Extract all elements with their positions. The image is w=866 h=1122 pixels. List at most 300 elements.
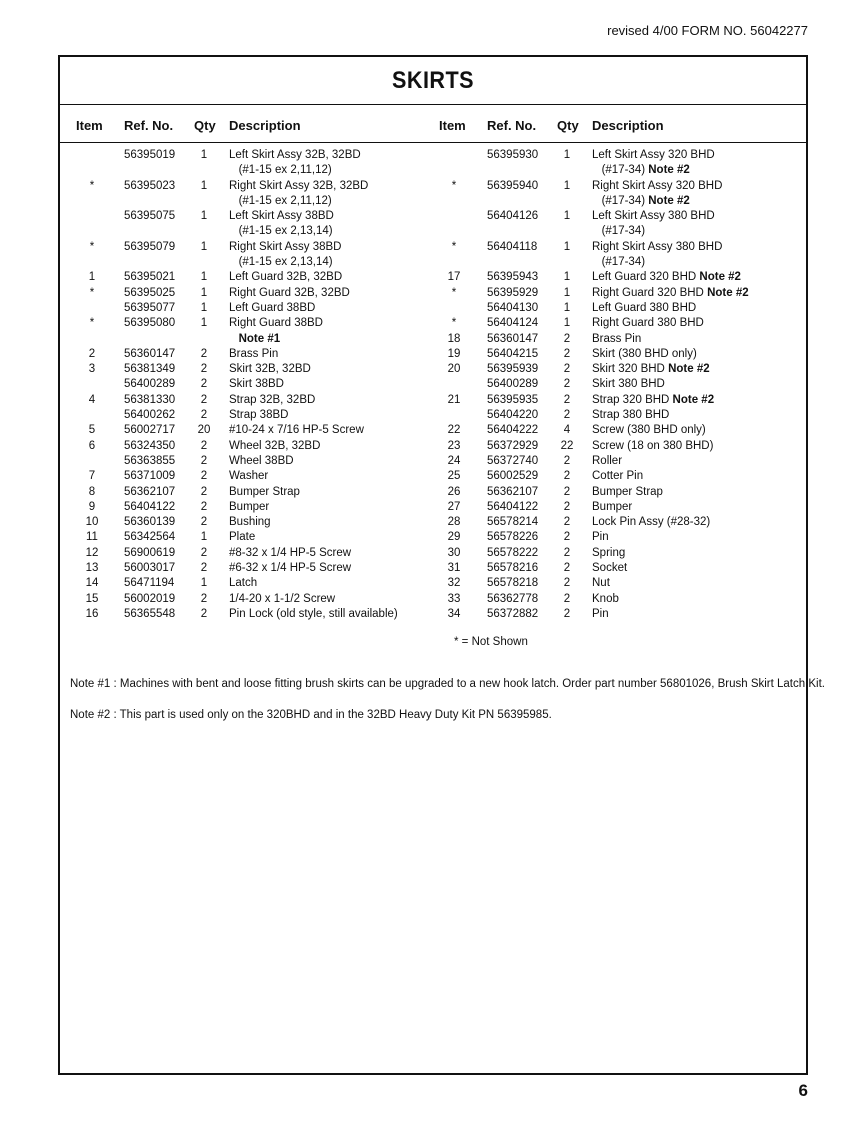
item-number: 8 (88, 485, 96, 498)
description (592, 500, 632, 515)
ref-number: 56404222 (487, 424, 539, 437)
description-text: Skirt 32B, 32BD (229, 363, 311, 376)
description-text: Bumper Strap (229, 485, 300, 498)
item-number: 25 (447, 470, 461, 483)
description (229, 561, 351, 576)
description-text: Spring (592, 546, 626, 559)
description-text: Bumper (229, 500, 270, 513)
description (229, 286, 350, 301)
table-row (424, 408, 804, 423)
quantity: 1 (200, 531, 208, 544)
description-text: (#17-34) (592, 256, 646, 269)
quantity: 2 (563, 409, 571, 422)
description-text: Left Skirt Assy 320 BHD (592, 149, 715, 161)
quantity: 2 (200, 562, 208, 575)
description (592, 530, 609, 545)
quantity: 2 (563, 577, 571, 590)
description (592, 224, 645, 239)
table-row (424, 592, 804, 607)
note-reference: Note #2 (707, 286, 749, 299)
description (592, 332, 641, 347)
ref-number: 56371009 (124, 470, 176, 483)
ref-number: 56002529 (487, 470, 539, 483)
description (592, 576, 610, 591)
description-text: (#17-34) (592, 164, 649, 177)
quantity: 1 (200, 240, 208, 253)
description-text: Strap 320 BHD (592, 393, 673, 406)
item-number: 21 (447, 393, 461, 406)
quantity: 2 (200, 363, 208, 376)
quantity: 2 (200, 378, 208, 391)
quantity: 2 (200, 607, 208, 620)
table-row (60, 408, 432, 423)
table-row (60, 286, 432, 301)
quantity: 2 (563, 607, 571, 620)
quantity: 1 (200, 301, 208, 314)
description (592, 377, 665, 392)
table-row (60, 377, 432, 392)
quantity: 1 (200, 179, 208, 192)
table-row (424, 286, 804, 301)
description (229, 469, 268, 484)
description-text: (#1-15 ex 2,11,12) (229, 194, 332, 207)
table-row (60, 301, 432, 316)
ref-number: 56400262 (124, 409, 176, 422)
quantity: 1 (563, 301, 571, 314)
item-number: 7 (88, 470, 96, 483)
ref-number: 56400289 (124, 378, 176, 391)
item-number: 32 (447, 577, 461, 590)
quantity: 1 (200, 271, 208, 284)
description-text: Right Guard 32B, 32BD (229, 286, 350, 299)
description (229, 485, 300, 500)
table-row (424, 240, 804, 255)
ref-number: 56324350 (124, 439, 176, 452)
table-row (424, 163, 804, 178)
note-2: Note #2 : This part is used only on the 320BHD and in the 32BD Heavy Duty Kit PN 56395985. (70, 709, 552, 721)
ref-number: 56395929 (487, 286, 539, 299)
description-text: Screw (18 on 380 BHD) (592, 439, 714, 452)
item-number: 30 (447, 546, 461, 559)
table-row (424, 515, 804, 530)
description (229, 423, 364, 438)
description-text: #8-32 x 1/4 HP-5 Screw (229, 546, 352, 559)
description (592, 209, 715, 224)
ref-number: 56395077 (124, 301, 176, 314)
table-row (424, 469, 804, 484)
description (592, 301, 696, 316)
table-row (60, 393, 432, 408)
quantity: 2 (200, 409, 208, 422)
description (592, 163, 690, 178)
description-text: Right Guard 320 BHD (592, 286, 708, 299)
description-text: (#17-34) (592, 194, 649, 207)
description (592, 423, 706, 438)
description (229, 224, 333, 239)
table-row (60, 454, 432, 469)
quantity: 2 (563, 470, 571, 483)
table-row (424, 194, 804, 209)
ref-number: 56404220 (487, 409, 539, 422)
table-row (60, 209, 432, 224)
ref-number: 56404122 (487, 500, 539, 513)
quantity: 1 (200, 317, 208, 330)
description (229, 301, 315, 316)
description-text: Right Guard 380 BHD (592, 317, 704, 330)
right-qty-header: Qty (557, 118, 579, 133)
left-description-header: Description (229, 118, 301, 133)
description-text: Cotter Pin (592, 470, 644, 483)
description (592, 270, 741, 285)
parts-list-frame (58, 55, 825, 1075)
item-number: 14 (85, 577, 99, 590)
table-row (60, 439, 432, 454)
description (229, 240, 341, 255)
table-row (424, 607, 804, 622)
description-text: Skirt (380 BHD only) (592, 347, 697, 360)
description (229, 332, 280, 347)
description (592, 469, 643, 484)
ref-number: 56381330 (124, 393, 176, 406)
ref-number: 56471194 (124, 577, 175, 590)
ref-number: 56900619 (124, 546, 176, 559)
quantity: 2 (563, 592, 571, 605)
item-number: 6 (88, 439, 96, 452)
ref-number: 56365548 (124, 607, 176, 620)
table-row (60, 332, 432, 347)
table-row (424, 530, 804, 545)
table-row (60, 316, 432, 331)
quantity: 1 (200, 577, 208, 590)
description (229, 546, 351, 561)
quantity: 1 (563, 179, 571, 192)
not-shown-legend: * = Not Shown (454, 636, 528, 648)
ref-number: 56400289 (487, 378, 539, 391)
item-number: * (451, 317, 457, 330)
description-text: Skirt 38BD (229, 378, 284, 391)
table-row (424, 439, 804, 454)
description-text: Wheel 32B, 32BD (229, 439, 321, 452)
table-row (60, 485, 432, 500)
ref-number: 56404124 (487, 317, 539, 330)
description (592, 515, 710, 530)
table-row (424, 362, 804, 377)
description-text: Left Skirt Assy 380 BHD (592, 210, 715, 223)
table-row (424, 485, 804, 500)
description-text: Strap 38BD (229, 409, 289, 422)
description-text: Pin Lock (old style, still available) (229, 607, 398, 620)
table-row (60, 194, 432, 209)
description (229, 362, 311, 377)
ref-number: 56360147 (124, 347, 176, 360)
table-row (424, 454, 804, 469)
table-row (60, 423, 432, 438)
description (229, 148, 361, 163)
table-row (60, 255, 432, 270)
right-parts-table (424, 148, 804, 622)
ref-number: 56404126 (487, 210, 539, 223)
quantity: 2 (563, 531, 571, 544)
quantity: 1 (200, 210, 208, 223)
quantity: 20 (197, 424, 211, 437)
header-divider (60, 142, 806, 143)
ref-number: 56363855 (124, 454, 176, 467)
quantity: 1 (563, 149, 571, 161)
description-text: Right Guard 38BD (229, 317, 323, 330)
ref-number: 56362778 (487, 592, 539, 605)
description-text: Brass Pin (592, 332, 642, 345)
quantity: 2 (563, 546, 571, 559)
table-row (60, 607, 432, 622)
description-text: Skirt 380 BHD (592, 378, 665, 391)
table-row (60, 561, 432, 576)
ref-number: 56578226 (487, 531, 539, 544)
description (229, 179, 368, 194)
description-text: Pin (592, 607, 609, 620)
ref-number: 56372740 (487, 454, 539, 467)
quantity: 2 (563, 454, 571, 467)
item-number: 19 (447, 347, 461, 360)
description-text: Right Skirt Assy 32B, 32BD (229, 179, 369, 192)
right-item-header: Item (439, 118, 466, 133)
description-text: Pin (592, 531, 609, 544)
quantity: 2 (200, 454, 208, 467)
description (229, 515, 271, 530)
ref-number: 56360147 (487, 332, 539, 345)
ref-number: 56395939 (487, 363, 539, 376)
table-row (60, 224, 432, 239)
description-text: Bumper Strap (592, 485, 663, 498)
ref-number: 56395019 (124, 149, 176, 161)
description (592, 546, 625, 561)
description-text: Right Skirt Assy 320 BHD (592, 179, 723, 192)
table-row (60, 240, 432, 255)
ref-number: 56395935 (487, 393, 539, 406)
item-number: 5 (88, 424, 96, 437)
item-number: * (451, 286, 457, 299)
description-text: Socket (592, 562, 628, 575)
item-number: 24 (447, 454, 461, 467)
description (229, 209, 334, 224)
quantity: 2 (200, 500, 208, 513)
description (592, 240, 722, 255)
ref-number: 56395080 (124, 317, 176, 330)
note-1: Note #1 : Machines with bent and loose fitting brush skirts can be upgraded to a new hook latch. Order part number 56801026, Brush Skirt Latch Kit. (70, 678, 825, 690)
description (229, 408, 288, 423)
quantity: 2 (200, 393, 208, 406)
item-number: * (451, 179, 457, 192)
item-number: 13 (85, 562, 99, 575)
table-row (60, 500, 432, 515)
left-ref-header: Ref. No. (124, 118, 174, 133)
item-number: * (89, 240, 95, 253)
description (229, 500, 269, 515)
description-text: #10-24 x 7/16 HP-5 Screw (229, 424, 364, 437)
item-number: 2 (88, 347, 96, 360)
description (592, 347, 697, 362)
quantity: 1 (200, 149, 208, 161)
table-row (60, 163, 432, 178)
ref-number: 56002717 (124, 424, 176, 437)
table-row (60, 546, 432, 561)
quantity: 2 (200, 516, 208, 529)
item-number: 10 (85, 516, 99, 529)
table-row (424, 546, 804, 561)
item-number: 29 (447, 531, 461, 544)
item-number: 33 (447, 592, 461, 605)
item-number: 26 (447, 485, 461, 498)
quantity: 4 (563, 424, 571, 437)
page-title: SKIRTS (392, 67, 474, 94)
table-row (60, 469, 432, 484)
table-row (424, 179, 804, 194)
item-number: 1 (88, 271, 96, 284)
description (592, 408, 669, 423)
item-number: 16 (85, 607, 99, 620)
item-number: 4 (88, 393, 96, 406)
quantity: 2 (200, 546, 208, 559)
description-text: Knob (592, 592, 619, 605)
form-number: revised 4/00 FORM NO. 56042277 (607, 23, 808, 38)
item-number: 27 (447, 500, 461, 513)
table-row (60, 362, 432, 377)
ref-number: 56404122 (124, 500, 176, 513)
description-text: Skirt 320 BHD (592, 363, 669, 376)
description (592, 592, 619, 607)
quantity: 1 (563, 286, 571, 299)
ref-number: 56342564 (124, 531, 176, 544)
item-number: 3 (88, 363, 96, 376)
item-number: 17 (447, 271, 461, 284)
ref-number: 56395075 (124, 210, 176, 223)
description-text: Left Guard 38BD (229, 301, 316, 314)
description-text: Nut (592, 577, 610, 590)
right-ref-header: Ref. No. (487, 118, 537, 133)
table-row (60, 148, 432, 163)
ref-number: 56395930 (487, 149, 539, 161)
ref-number: 56395943 (487, 271, 539, 284)
ref-number: 56578222 (487, 546, 539, 559)
table-row (60, 347, 432, 362)
description (592, 194, 690, 209)
item-number: 34 (447, 607, 461, 620)
page-number: 6 (798, 1081, 808, 1100)
quantity: 2 (563, 516, 571, 529)
description (229, 530, 255, 545)
description (229, 439, 320, 454)
table-row (424, 224, 804, 239)
quantity: 2 (563, 393, 571, 406)
quantity: 2 (563, 500, 571, 513)
description-text: Wheel 38BD (229, 454, 294, 467)
item-number: 11 (86, 531, 98, 544)
description-text: Right Skirt Assy 38BD (229, 240, 342, 253)
ref-number: 56362107 (124, 485, 176, 498)
quantity: 2 (200, 485, 208, 498)
left-parts-table (60, 148, 432, 622)
quantity: 2 (563, 485, 571, 498)
ref-number: 56372929 (487, 439, 539, 452)
description-text: Plate (229, 531, 256, 544)
table-row (60, 592, 432, 607)
table-row (424, 270, 804, 285)
description (229, 607, 398, 622)
table-row (60, 530, 432, 545)
description (229, 255, 333, 270)
table-row (424, 576, 804, 591)
description-text: Left Skirt Assy 38BD (229, 210, 334, 223)
quantity: 2 (563, 363, 571, 376)
ref-number: 56395021 (124, 271, 176, 284)
description-text: Left Guard 380 BHD (592, 301, 697, 314)
description (592, 439, 713, 454)
description-text: Lock Pin Assy (#28-32) (592, 516, 711, 529)
description-text: (#17-34) (592, 225, 646, 238)
item-number: * (89, 179, 95, 192)
description-text: Strap 380 BHD (592, 409, 670, 422)
description (592, 393, 714, 408)
quantity: 2 (563, 562, 571, 575)
table-row (60, 179, 432, 194)
ref-number: 56395079 (124, 240, 176, 253)
description (592, 454, 622, 469)
description (229, 270, 342, 285)
table-row (60, 515, 432, 530)
description (592, 607, 609, 622)
table-row (424, 561, 804, 576)
quantity: 2 (200, 347, 208, 360)
description (592, 362, 710, 377)
ref-number: 56578218 (487, 577, 539, 590)
quantity: 2 (563, 378, 571, 391)
ref-number: 56404130 (487, 301, 539, 314)
table-row (424, 377, 804, 392)
description (229, 316, 323, 331)
description (592, 316, 704, 331)
quantity: 2 (200, 439, 208, 452)
item-number: 22 (447, 424, 461, 437)
note-reference: Note #2 (648, 194, 690, 207)
description-text: Bumper (592, 500, 633, 513)
item-number: * (451, 240, 457, 253)
quantity: 2 (563, 332, 571, 345)
left-qty-header: Qty (194, 118, 216, 133)
ref-number: 56395025 (124, 286, 176, 299)
note-reference: Note #2 (668, 363, 710, 376)
quantity: 1 (200, 286, 208, 299)
item-number: * (89, 317, 95, 330)
table-row (60, 270, 432, 285)
note-reference: Note #1 (229, 332, 281, 345)
description-text: Washer (229, 470, 269, 483)
description (229, 592, 335, 607)
table-row (424, 347, 804, 362)
description (592, 179, 722, 194)
description-text: Roller (592, 454, 623, 467)
description-text: 1/4-20 x 1-1/2 Screw (229, 592, 336, 605)
item-number: 31 (447, 562, 461, 575)
description (229, 454, 294, 469)
ref-number: 56395023 (124, 179, 176, 192)
quantity: 1 (563, 317, 571, 330)
note-reference: Note #2 (699, 271, 741, 284)
ref-number: 56002019 (124, 592, 176, 605)
table-row (424, 332, 804, 347)
item-number: 12 (85, 546, 99, 559)
table-row (424, 255, 804, 270)
ref-number: 56362107 (487, 485, 539, 498)
description (229, 393, 315, 408)
